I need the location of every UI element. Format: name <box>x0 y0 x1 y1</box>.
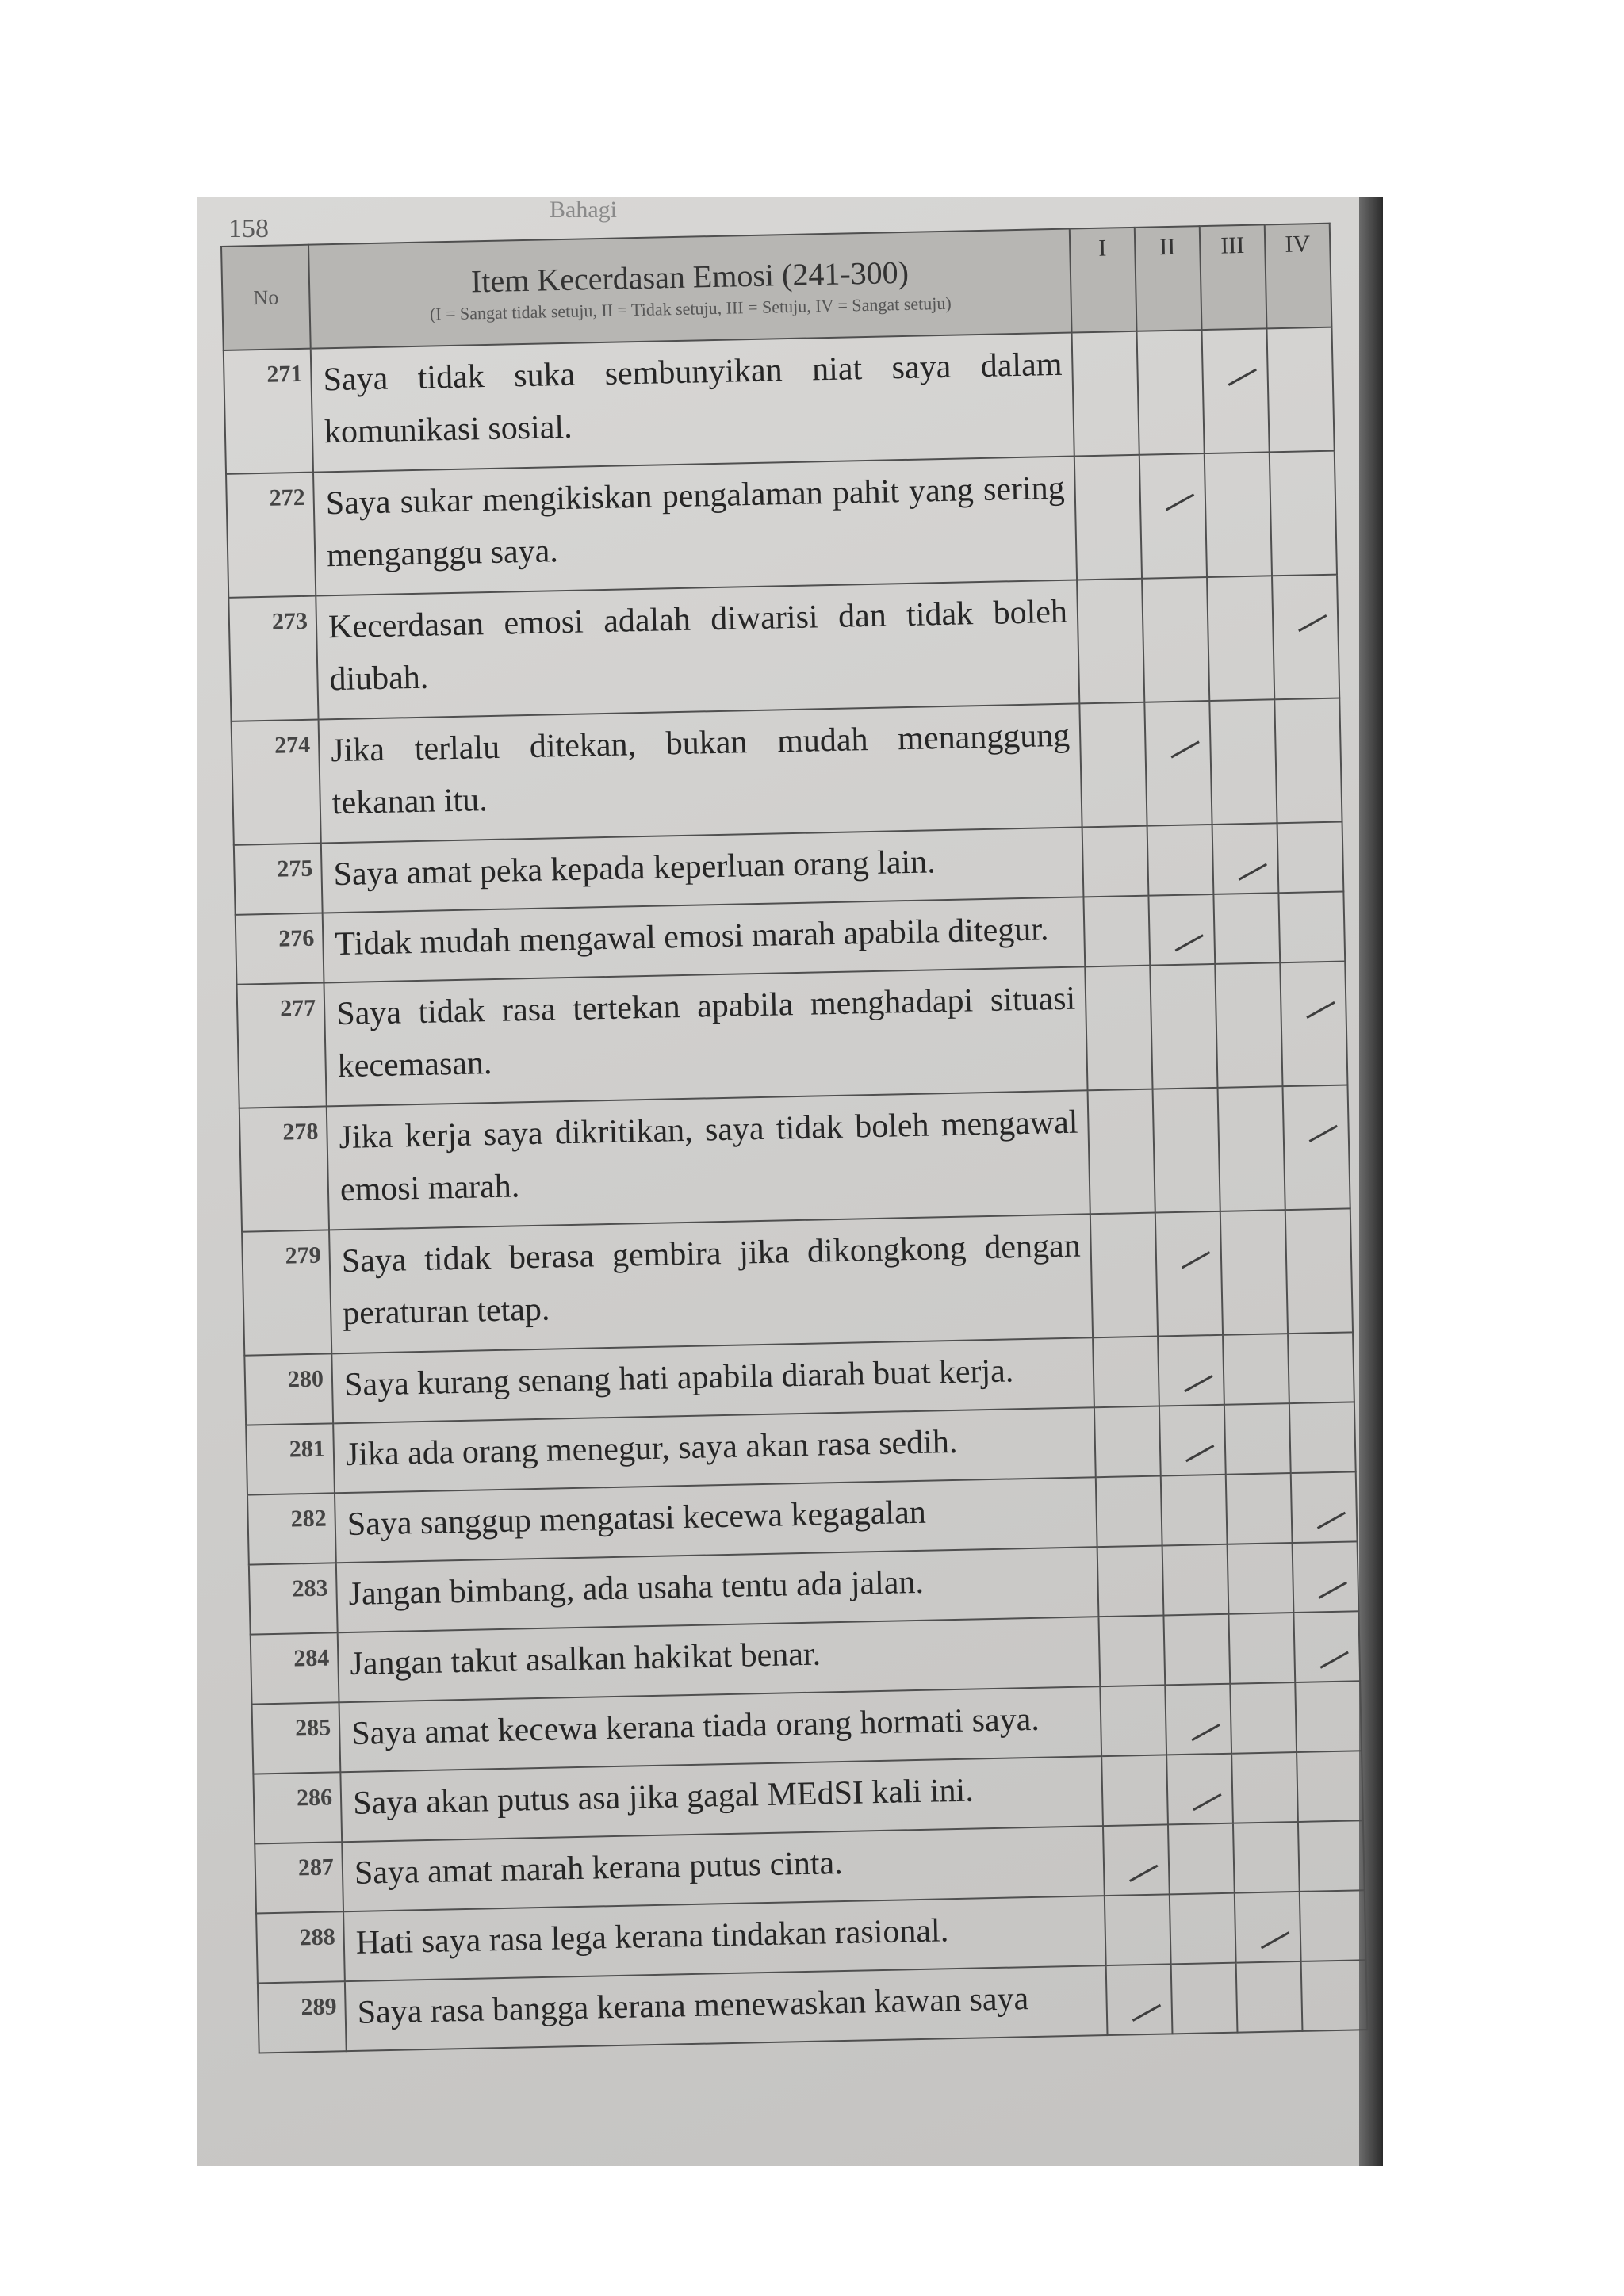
checkmark-icon <box>1227 842 1267 880</box>
checkmark-icon <box>1286 594 1327 632</box>
table-body <box>224 327 1368 2053</box>
checkmark-icon <box>1120 1984 1161 2022</box>
item-statement: Saya sukar mengikiskan pengalaman pahit yang sering menganggu saya. <box>313 457 1077 596</box>
rating-cell-iv[interactable] <box>1277 822 1344 894</box>
table-row <box>224 327 1335 474</box>
rating-cell-iv[interactable] <box>1274 698 1342 824</box>
item-statement: Jika kerja saya dikritikan, saya tidak boleh mengawal emosi marah. <box>327 1090 1090 1230</box>
checkmark-icon <box>1249 1911 1289 1949</box>
item-number: 278 <box>239 1106 329 1231</box>
item-statement: Jangan bimbang, ada usaha tentu ada jalan. <box>336 1547 1099 1632</box>
rating-cell-ii[interactable] <box>1161 1475 1228 1546</box>
rating-cell-iv[interactable] <box>1300 1890 1366 1961</box>
rating-cell-i[interactable] <box>1072 331 1139 457</box>
rating-cell-i[interactable] <box>1088 1089 1155 1215</box>
rating-cell-iv[interactable] <box>1272 575 1339 700</box>
rating-cell-iv[interactable] <box>1288 1332 1354 1403</box>
rating-cell-ii[interactable] <box>1163 1614 1230 1686</box>
rating-cell-iii[interactable] <box>1228 1543 1294 1614</box>
item-statement: Jika ada orang menegur, saya akan rasa sedih. <box>333 1407 1096 1493</box>
checkmark-icon <box>1297 1104 1338 1142</box>
header-item-title: Item Kecerdasan Emosi (241-300) <box>470 254 910 300</box>
table-row <box>237 961 1348 1108</box>
header-rating-ii: II <box>1135 226 1202 331</box>
checkmark-icon <box>1174 1424 1214 1462</box>
rating-cell-iii[interactable] <box>1207 576 1274 701</box>
rating-cell-i[interactable] <box>1090 1213 1158 1338</box>
rating-cell-iii[interactable] <box>1215 962 1282 1088</box>
rating-cell-ii[interactable] <box>1139 453 1207 579</box>
item-number: 271 <box>224 349 313 474</box>
rating-cell-ii[interactable] <box>1150 964 1217 1089</box>
checkmark-icon <box>1307 1560 1347 1598</box>
item-statement: Kecerdasan emosi adalah diwarisi dan tidak boleh diubah. <box>316 580 1079 719</box>
rating-cell-i[interactable] <box>1105 1894 1171 1965</box>
item-number: 284 <box>251 1632 339 1704</box>
rating-cell-i[interactable] <box>1100 1685 1166 1756</box>
checkmark-icon <box>1180 1703 1220 1741</box>
rating-cell-ii[interactable] <box>1165 1684 1231 1755</box>
item-number: 281 <box>246 1423 335 1494</box>
item-number: 273 <box>228 596 318 721</box>
rating-cell-iv[interactable] <box>1282 1085 1350 1210</box>
item-statement: Saya sanggup mengatasi kecewa kegagalan <box>335 1477 1097 1563</box>
rating-cell-i[interactable] <box>1103 1824 1170 1896</box>
rating-cell-ii[interactable] <box>1170 1893 1236 1965</box>
rating-cell-i[interactable] <box>1074 455 1142 580</box>
rating-cell-iii[interactable] <box>1233 1822 1300 1893</box>
checkmark-icon <box>1117 1844 1158 1882</box>
table-row <box>239 1085 1350 1231</box>
rating-cell-iii[interactable] <box>1235 1892 1301 1963</box>
rating-cell-iv[interactable] <box>1266 327 1334 453</box>
rating-cell-iv[interactable] <box>1289 1402 1356 1473</box>
page-number: 158 <box>228 214 269 243</box>
rating-cell-ii[interactable] <box>1153 1088 1220 1213</box>
item-number: 283 <box>249 1563 338 1634</box>
rating-cell-iv[interactable] <box>1297 1751 1363 1822</box>
rating-cell-ii[interactable] <box>1171 1963 1238 2034</box>
table-row <box>232 698 1342 845</box>
item-statement: Saya rasa bangga kerana menewaskan kawan saya <box>345 1965 1108 2051</box>
rating-cell-ii[interactable] <box>1168 1823 1235 1895</box>
rating-cell-ii[interactable] <box>1144 701 1212 826</box>
rating-cell-iii[interactable] <box>1223 1334 1289 1405</box>
item-number: 285 <box>252 1702 341 1774</box>
item-statement: Jangan takut asalkan hakikat benar. <box>338 1617 1101 1702</box>
rating-cell-iii[interactable] <box>1231 1752 1298 1823</box>
item-number: 279 <box>242 1230 331 1355</box>
rating-cell-iv[interactable] <box>1278 892 1345 963</box>
item-statement: Saya tidak rasa tertekan apabila menghadapi situasi kecemasan. <box>324 966 1087 1106</box>
rating-cell-iii[interactable] <box>1230 1682 1297 1754</box>
checkmark-icon <box>1173 1354 1213 1392</box>
rating-cell-iii[interactable] <box>1209 699 1277 825</box>
rating-cell-iii[interactable] <box>1218 1086 1285 1211</box>
header-item <box>308 229 1072 349</box>
rating-cell-iv[interactable] <box>1298 1820 1365 1892</box>
item-number: 289 <box>258 1981 347 2053</box>
checkmark-icon <box>1295 981 1335 1019</box>
rating-cell-ii[interactable] <box>1155 1211 1223 1337</box>
header-rating-iii: III <box>1200 224 1267 330</box>
rating-cell-ii[interactable] <box>1137 330 1205 455</box>
item-statement: Saya amat marah kerana putus cinta. <box>342 1826 1105 1911</box>
item-number: 274 <box>232 720 321 845</box>
rating-cell-iv[interactable] <box>1285 1208 1353 1334</box>
rating-cell-iii[interactable] <box>1236 1961 1303 2033</box>
header-rating-iv: IV <box>1265 224 1332 329</box>
item-number: 275 <box>234 844 323 915</box>
rating-cell-i[interactable] <box>1106 1964 1173 2035</box>
rating-cell-ii[interactable] <box>1142 577 1209 702</box>
item-number: 286 <box>253 1772 342 1843</box>
checkmark-icon <box>1170 1230 1210 1269</box>
rating-cell-iii[interactable] <box>1212 823 1279 894</box>
item-number: 276 <box>236 913 324 984</box>
item-number: 288 <box>256 1911 345 1983</box>
table-row <box>242 1208 1353 1355</box>
questionnaire-sheet <box>220 223 1369 2109</box>
item-number: 280 <box>244 1353 333 1425</box>
rating-cell-iii[interactable] <box>1220 1210 1288 1335</box>
rating-cell-iv[interactable] <box>1270 451 1337 576</box>
item-statement: Saya akan putus asa jika gagal MEdSI kali ini. <box>340 1756 1103 1842</box>
checkmark-icon <box>1308 1630 1349 1668</box>
rating-cell-iv[interactable] <box>1293 1541 1359 1613</box>
rating-cell-iv[interactable] <box>1301 1960 1368 2031</box>
rating-cell-iv[interactable] <box>1291 1471 1358 1543</box>
rating-cell-iii[interactable] <box>1213 893 1280 964</box>
rating-cell-iii[interactable] <box>1228 1613 1295 1684</box>
rating-cell-iii[interactable] <box>1205 452 1272 577</box>
rating-cell-ii[interactable] <box>1166 1754 1233 1825</box>
item-number: 272 <box>226 473 316 598</box>
rating-cell-iv[interactable] <box>1280 961 1347 1086</box>
rating-cell-i[interactable] <box>1094 1406 1161 1478</box>
item-statement: Jika terlalu ditekan, bukan mudah menanggung tekanan itu. <box>319 703 1082 843</box>
rating-cell-ii[interactable] <box>1162 1544 1229 1616</box>
item-statement: Hati saya rasa lega kerana tindakan rasional. <box>343 1896 1106 1981</box>
rating-cell-i[interactable] <box>1098 1615 1165 1686</box>
checkmark-icon <box>1154 473 1194 511</box>
rating-cell-i[interactable] <box>1077 579 1144 704</box>
item-statement: Tidak mudah mengawal emosi marah apabila ditegur. <box>323 897 1086 982</box>
rating-cell-i[interactable] <box>1082 826 1149 897</box>
item-statement: Saya tidak suka sembunyikan niat saya dalam komunikasi sosial. <box>311 333 1074 473</box>
header-no: No <box>221 245 311 350</box>
running-header: Bahagi <box>550 197 617 223</box>
table-row <box>228 575 1339 721</box>
rating-cell-iii[interactable] <box>1224 1403 1291 1475</box>
rating-cell-i[interactable] <box>1079 702 1147 828</box>
rating-cell-iv[interactable] <box>1293 1611 1360 1682</box>
document-photo <box>197 197 1383 2166</box>
header-legend: (I = Sangat tidak setuju, II = Tidak setuju, III = Setuju, IV = Sangat setuju) <box>429 293 952 324</box>
item-statement: Saya amat peka kepada keperluan orang lain. <box>321 827 1084 913</box>
rating-cell-ii[interactable] <box>1148 894 1215 966</box>
rating-cell-ii[interactable] <box>1159 1405 1226 1476</box>
rating-cell-iii[interactable] <box>1201 328 1269 453</box>
rating-cell-i[interactable] <box>1093 1337 1159 1408</box>
checkmark-icon <box>1163 913 1204 951</box>
rating-cell-iii[interactable] <box>1226 1473 1293 1544</box>
rating-cell-i[interactable] <box>1083 896 1150 967</box>
checkmark-icon <box>1182 1773 1222 1811</box>
item-number: 287 <box>255 1842 343 1913</box>
table-row <box>226 451 1337 598</box>
rating-cell-ii[interactable] <box>1158 1335 1224 1406</box>
questionnaire-table <box>220 223 1368 2054</box>
rating-cell-iv[interactable] <box>1295 1681 1362 1752</box>
item-statement: Saya tidak berasa gembira jika dikongkong dengan peraturan tetap. <box>329 1214 1093 1353</box>
rating-cell-i[interactable] <box>1101 1755 1168 1826</box>
rating-cell-i[interactable] <box>1085 966 1152 1091</box>
checkmark-icon <box>1305 1491 1346 1529</box>
item-number: 282 <box>247 1493 336 1564</box>
checkmark-icon <box>1216 348 1257 386</box>
header-rating-i: I <box>1070 228 1137 333</box>
item-statement: Saya amat kecewa kerana tiada orang hormati saya. <box>339 1686 1102 1772</box>
rating-cell-ii[interactable] <box>1147 825 1214 896</box>
rating-cell-i[interactable] <box>1097 1545 1164 1617</box>
checkmark-icon <box>1159 720 1200 758</box>
item-statement: Saya kurang senang hati apabila diarah buat kerja. <box>331 1337 1094 1423</box>
item-number: 277 <box>237 982 327 1108</box>
rating-cell-i[interactable] <box>1096 1476 1162 1548</box>
